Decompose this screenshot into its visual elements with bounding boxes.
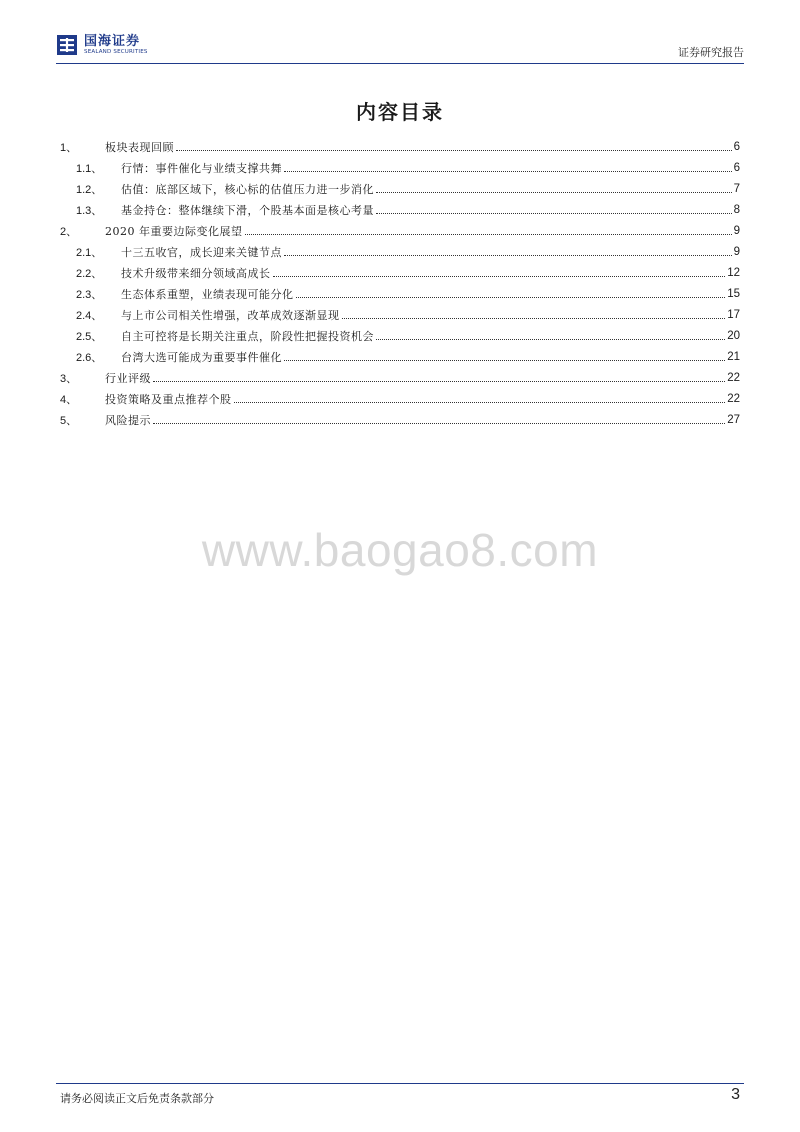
toc-entry-page: 6 bbox=[733, 161, 740, 174]
toc-entry[interactable] bbox=[60, 304, 740, 325]
toc-entry-title: 生态体系重塑，业绩表现可能分化 bbox=[121, 287, 294, 301]
logo-chinese-name: 国海证券 bbox=[84, 33, 141, 49]
toc-dot-leader bbox=[296, 297, 726, 298]
toc-entry-number: 1、 bbox=[60, 141, 78, 154]
toc-entry-page: 20 bbox=[727, 329, 740, 342]
toc-entry-page: 17 bbox=[727, 308, 740, 321]
toc-entry-number: 2.1、 bbox=[76, 246, 103, 259]
toc-dot-leader bbox=[376, 192, 732, 193]
toc-dot-leader bbox=[284, 171, 732, 172]
page-number: 3 bbox=[731, 1086, 740, 1103]
toc-entry-title: 台湾大选可能成为重要事件催化 bbox=[121, 350, 282, 364]
toc-entry[interactable] bbox=[60, 367, 740, 388]
footer-disclaimer: 请务必阅读正文后免责条款部分 bbox=[60, 1092, 214, 1105]
toc-entry[interactable] bbox=[60, 241, 740, 262]
page-header bbox=[56, 30, 744, 64]
toc-dot-leader bbox=[376, 339, 725, 340]
toc-dot-leader bbox=[176, 150, 732, 151]
toc-entry[interactable] bbox=[60, 262, 740, 283]
toc-entry[interactable] bbox=[60, 409, 740, 430]
toc-entry-title: 与上市公司相关性增强，改革成效逐渐显现 bbox=[121, 308, 340, 322]
toc-entry-page: 21 bbox=[727, 350, 740, 363]
toc-entry-page: 22 bbox=[727, 392, 740, 405]
page-title: 内容目录 bbox=[356, 100, 444, 124]
report-type-label: 证券研究报告 bbox=[678, 46, 744, 59]
toc-entry-number: 2.3、 bbox=[76, 288, 103, 301]
toc-dot-leader bbox=[376, 213, 732, 214]
toc-dot-leader bbox=[234, 402, 726, 403]
toc-entry[interactable] bbox=[60, 199, 740, 220]
sealand-logo-icon bbox=[56, 34, 78, 56]
toc-entry[interactable] bbox=[60, 136, 740, 157]
toc-entry[interactable] bbox=[60, 220, 740, 241]
toc-entry-number: 2.5、 bbox=[76, 330, 103, 343]
logo-english-name: SEALAND SECURITIES bbox=[84, 48, 148, 55]
toc-entry-page: 12 bbox=[727, 266, 740, 279]
toc-entry-title: 风险提示 bbox=[105, 413, 151, 427]
toc-dot-leader bbox=[342, 318, 726, 319]
toc-entry-number: 1.3、 bbox=[76, 204, 103, 217]
toc-entry-page: 9 bbox=[733, 224, 740, 237]
toc-entry-title: 十三五收官，成长迎来关键节点 bbox=[121, 245, 282, 259]
toc-dot-leader bbox=[273, 276, 726, 277]
toc-dot-leader bbox=[153, 381, 725, 382]
toc-entry-page: 22 bbox=[727, 371, 740, 384]
toc-entry-number: 3、 bbox=[60, 372, 78, 385]
toc-entry-page: 9 bbox=[733, 245, 740, 258]
toc-entry[interactable] bbox=[60, 388, 740, 409]
toc-entry[interactable] bbox=[60, 178, 740, 199]
toc-entry-title: 自主可控将是长期关注重点，阶段性把握投资机会 bbox=[121, 329, 374, 343]
toc-entry-number: 2、 bbox=[60, 225, 78, 238]
toc-entry-title: 行情：事件催化与业绩支撑共舞 bbox=[121, 161, 282, 175]
toc-entry[interactable] bbox=[60, 346, 740, 367]
toc-entry-number: 5、 bbox=[60, 414, 78, 427]
toc-entry-title: 2020 年重要边际变化展望 bbox=[105, 224, 243, 238]
toc-entry-number: 2.6、 bbox=[76, 351, 103, 364]
toc-entry-number: 1.1、 bbox=[76, 162, 103, 175]
footer-divider bbox=[56, 1083, 744, 1084]
toc-entry-number: 2.2、 bbox=[76, 267, 103, 280]
toc-entry-page: 15 bbox=[727, 287, 740, 300]
toc-entry[interactable] bbox=[60, 157, 740, 178]
toc-entry-title: 板块表现回顾 bbox=[105, 140, 174, 154]
toc-entry-title: 估值：底部区域下，核心标的估值压力进一步消化 bbox=[121, 182, 374, 196]
toc-entry-title: 技术升级带来细分领域高成长 bbox=[121, 266, 271, 280]
toc-dot-leader bbox=[284, 360, 725, 361]
toc-entry[interactable] bbox=[60, 325, 740, 346]
watermark-text: www.baogao8.com bbox=[201, 524, 599, 576]
toc-entry-number: 1.2、 bbox=[76, 183, 103, 196]
toc-entry[interactable] bbox=[60, 283, 740, 304]
toc-entry-title: 基金持仓：整体继续下滑，个股基本面是核心考量 bbox=[121, 203, 374, 217]
toc-entry-page: 8 bbox=[733, 203, 740, 216]
toc-entry-number: 4、 bbox=[60, 393, 78, 406]
toc-entry-number: 2.4、 bbox=[76, 309, 103, 322]
toc-dot-leader bbox=[245, 234, 732, 235]
company-logo bbox=[56, 34, 148, 56]
header-divider bbox=[56, 63, 744, 64]
toc-entry-page: 7 bbox=[733, 182, 740, 195]
toc-dot-leader bbox=[153, 423, 725, 424]
toc-entry-page: 27 bbox=[727, 413, 740, 426]
table-of-contents bbox=[60, 136, 740, 430]
toc-entry-title: 投资策略及重点推荐个股 bbox=[105, 392, 232, 406]
toc-entry-page: 6 bbox=[733, 140, 740, 153]
toc-entry-title: 行业评级 bbox=[105, 371, 151, 385]
toc-dot-leader bbox=[284, 255, 732, 256]
